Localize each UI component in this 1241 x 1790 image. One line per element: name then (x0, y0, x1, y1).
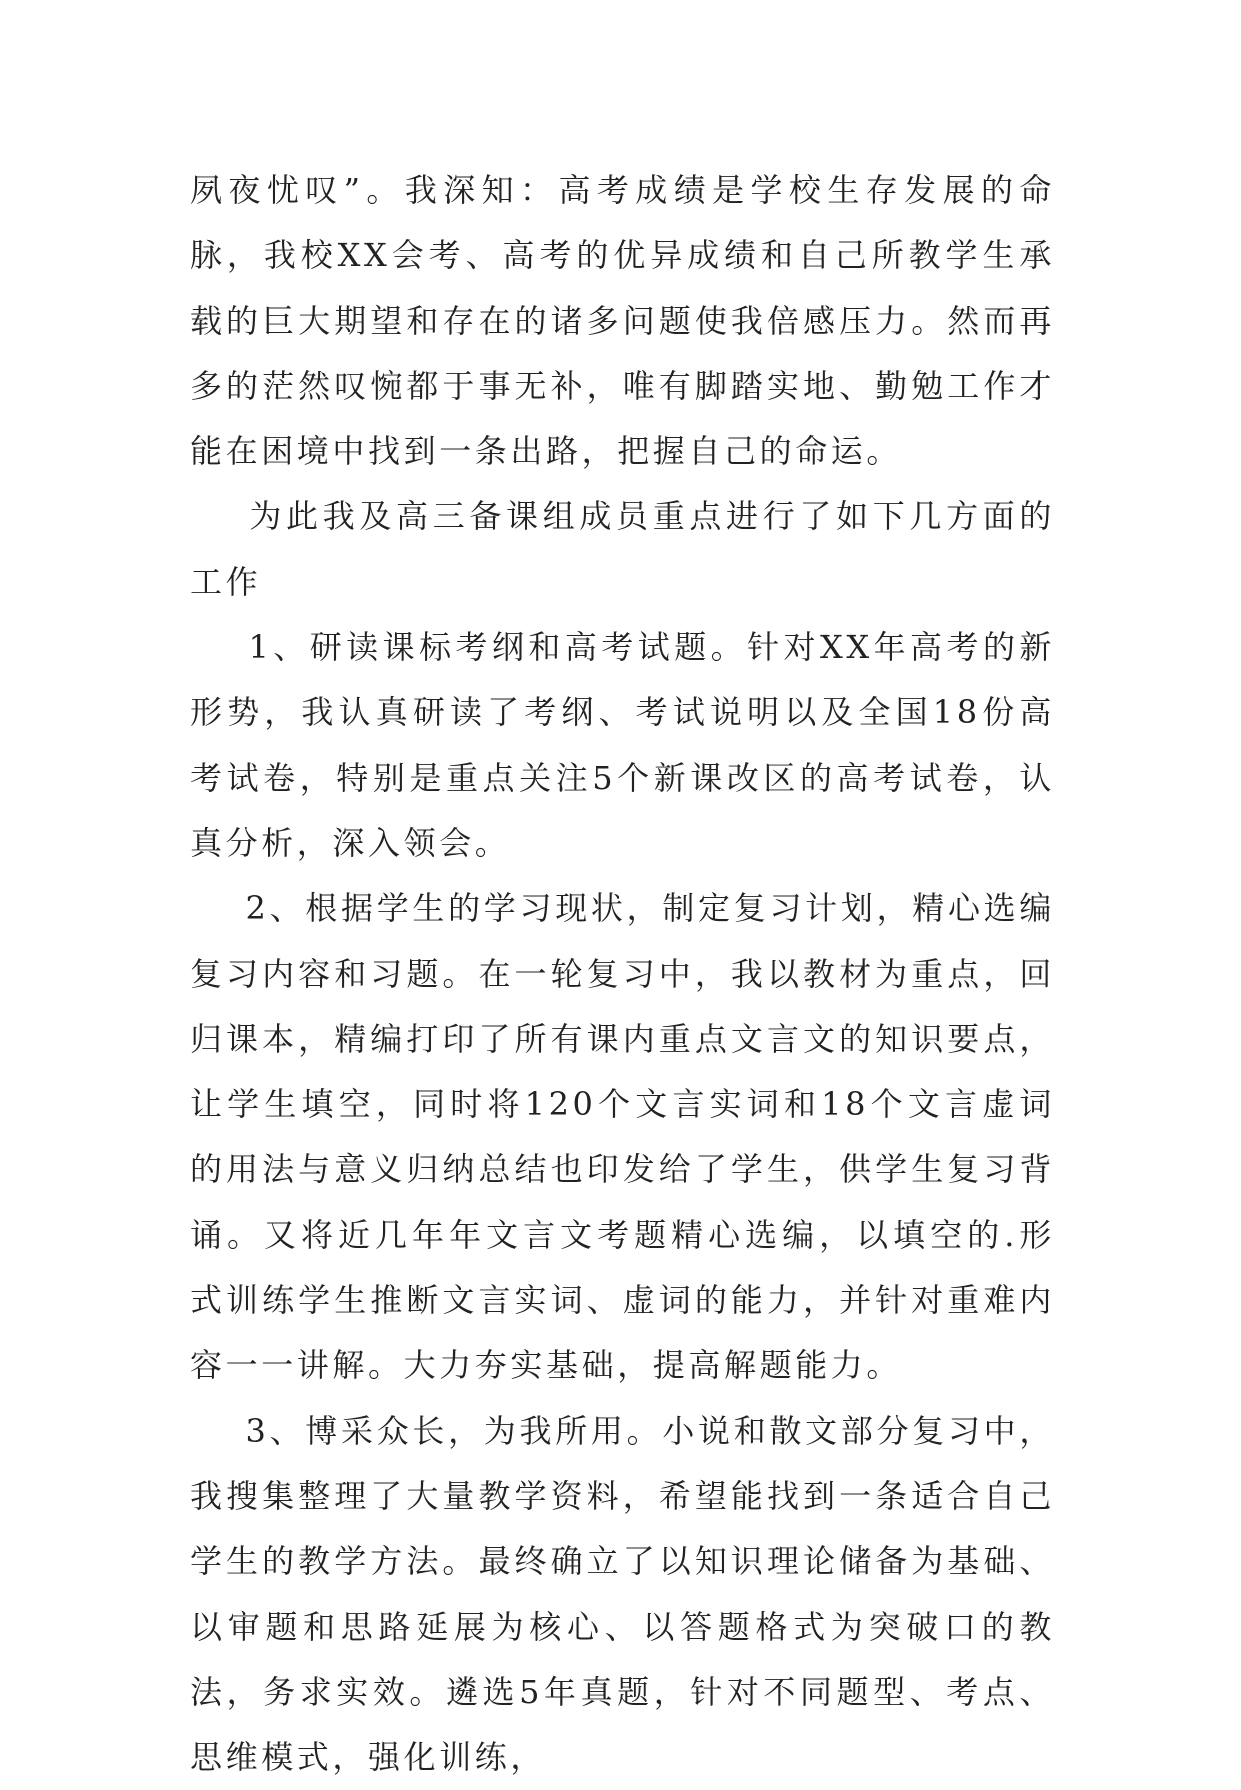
paragraph-item-1: 1、研读课标考纲和高考试题。针对XX年高考的新形势，我认真研读了考纲、考试说明以及全国18份高考试卷，特别是重点关注5个新课改区的高考试卷，认真分析，深入领会。 (190, 628, 1055, 862)
paragraph-continuation: 夙夜忧叹”。我深知：高考成绩是学校生存发展的命脉，我校XX会考、高考的优异成绩和自己所教学生承载的巨大期望和存在的诸多问题使我倍感压力。然而再多的茫然叹惋都于事无补，唯有脚踏实地、勤勉工作才能在困境中找到一条出路，把握自己的命运。 (190, 171, 1055, 471)
document-body (190, 158, 1055, 1790)
paragraph-item-3: 3、博采众长，为我所用。小说和散文部分复习中，我搜集整理了大量教学资料，希望能找到一条适合自己学生的教学方法。最终确立了以知识理论储备为基础、以审题和思路延展为核心、以答题格式为突破口的教法，务求实效。遴选5年真题，针对不同题型、考点、思维模式，强化训练， (190, 1411, 1055, 1777)
paragraph-work-intro: 为此我及高三备课组成员重点进行了如下几方面的工作 (190, 497, 1056, 601)
paragraph-item-2: 2、根据学生的学习现状，制定复习计划，精心选编复习内容和习题。在一轮复习中，我以教材为重点，回归课本，精编打印了所有课内重点文言文的知识要点，让学生填空，同时将120个文言实词和18个文言虚词的用法与意义归纳总结也印发给了学生，供学生复习背诵。又将近几年年文言文考题精心选编，以填空的.形式训练学生推断文言实词、虚词的能力，并针对重难内容一一讲解。大力夯实基础，提高解题能力。 (190, 889, 1055, 1385)
